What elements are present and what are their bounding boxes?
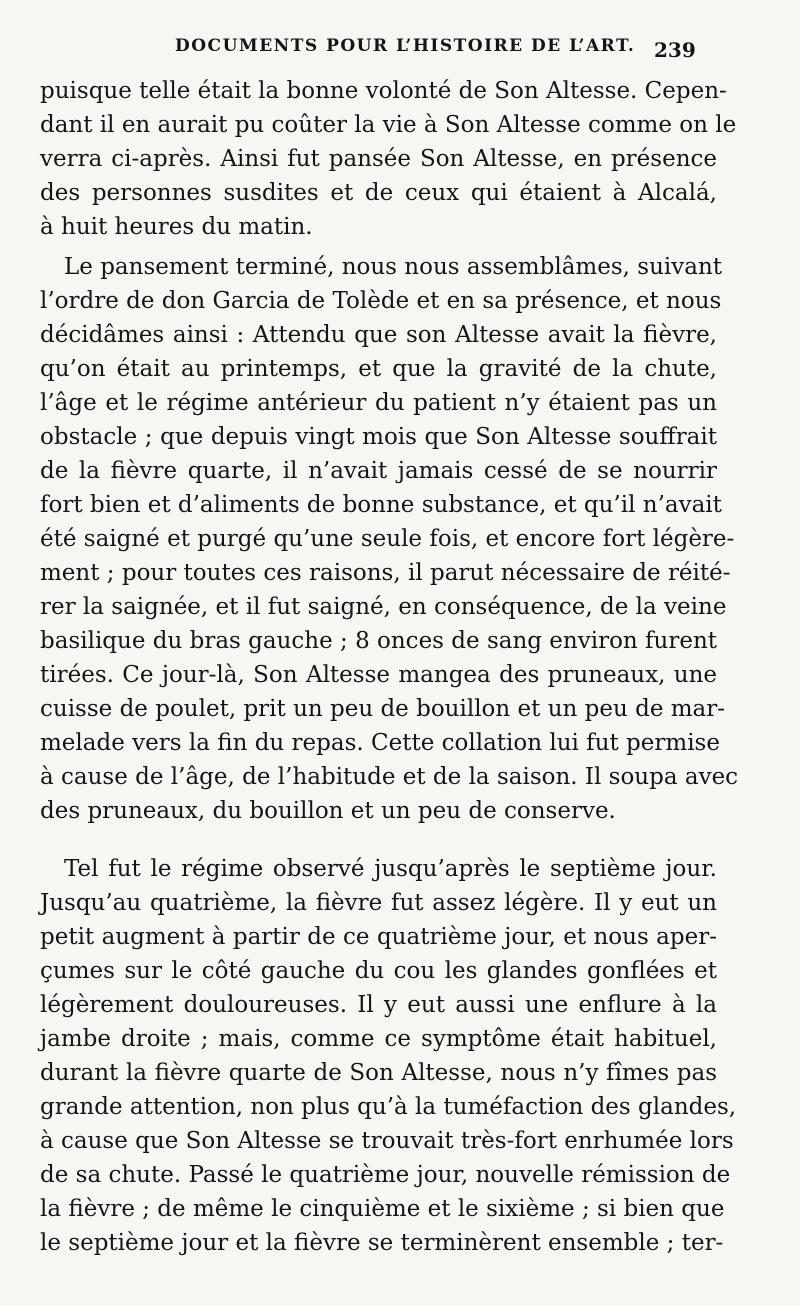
text-line: durant la fièvre quarte de Son Altesse, nous n’y fîmes pas bbox=[40, 1060, 717, 1086]
text-line: le septième jour et la fièvre se terminèrent ensemble ; ter- bbox=[40, 1230, 724, 1256]
body-text bbox=[40, 74, 739, 1260]
text-line: ment ; pour toutes ces raisons, il parut nécessaire de réité- bbox=[40, 560, 731, 586]
text-line: Tel fut le régime observé jusqu’après le septième jour. bbox=[64, 856, 717, 882]
text-line: cuisse de poulet, prit un peu de bouillon et un peu de mar- bbox=[40, 696, 726, 722]
paragraph bbox=[40, 852, 737, 1260]
text-line: obstacle ; que depuis vingt mois que Son Altesse souffrait bbox=[40, 424, 717, 450]
text-line: dant il en aurait pu coûter la vie à Son Altesse comme on le bbox=[40, 112, 737, 138]
text-line: jambe droite ; mais, comme ce symptôme était habituel, bbox=[40, 1026, 717, 1052]
running-header bbox=[0, 36, 800, 66]
text-line: décidâmes ainsi : Attendu que son Altesse avait la fièvre, bbox=[40, 322, 717, 348]
text-line: rer la saignée, et il fut saigné, en conséquence, de la veine bbox=[40, 594, 727, 620]
text-line: des personnes susdites et de ceux qui étaient à Alcalá, bbox=[40, 180, 717, 206]
text-line: verra ci-après. Ainsi fut pansée Son Altesse, en présence bbox=[40, 146, 717, 172]
text-line: çumes sur le côté gauche du cou les glandes gonflées et bbox=[40, 958, 717, 984]
text-line: à cause que Son Altesse se trouvait très-fort enrhumée lors bbox=[40, 1128, 734, 1154]
paragraph bbox=[40, 74, 737, 244]
page-number: 239 bbox=[654, 38, 696, 62]
text-line: l’âge et le régime antérieur du patient n’y étaient pas un bbox=[40, 390, 717, 416]
text-line: fort bien et d’aliments de bonne substance, et qu’il n’avait bbox=[40, 492, 722, 518]
header-title: DOCUMENTS POUR L’HISTOIRE DE L’ART. bbox=[175, 36, 636, 56]
text-line: petit augment à partir de ce quatrième jour, et nous aper- bbox=[40, 924, 717, 950]
text-line: l’ordre de don Garcia de Tolède et en sa présence, et nous bbox=[40, 288, 722, 314]
text-line: basilique du bras gauche ; 8 onces de sang environ furent bbox=[40, 628, 718, 654]
text-line: tirées. Ce jour-là, Son Altesse mangea des pruneaux, une bbox=[40, 662, 717, 688]
paragraph bbox=[40, 250, 739, 828]
text-line: grande attention, non plus qu’à la tuméfaction des glandes, bbox=[40, 1094, 737, 1120]
text-line: à cause de l’âge, de l’habitude et de la saison. Il soupa avec bbox=[40, 764, 739, 790]
text-line: melade vers la fin du repas. Cette collation lui fut permise bbox=[40, 730, 720, 756]
text-line: Jusqu’au quatrième, la fièvre fut assez légère. Il y eut un bbox=[40, 890, 717, 916]
text-line: des pruneaux, du bouillon et un peu de conserve. bbox=[40, 798, 616, 824]
text-line: puisque telle était la bonne volonté de Son Altesse. Cepen- bbox=[40, 78, 727, 104]
text-line: de sa chute. Passé le quatrième jour, nouvelle rémission de bbox=[40, 1162, 731, 1188]
text-line: la fièvre ; de même le cinquième et le sixième ; si bien que bbox=[40, 1196, 725, 1222]
text-line: de la fièvre quarte, il n’avait jamais cessé de se nourrir bbox=[40, 458, 717, 484]
text-line: été saigné et purgé qu’une seule fois, et encore fort légère- bbox=[40, 526, 735, 552]
text-line: Le pansement terminé, nous nous assemblâmes, suivant bbox=[64, 254, 722, 280]
text-line: à huit heures du matin. bbox=[40, 214, 313, 240]
text-line: légèrement douloureuses. Il y eut aussi une enflure à la bbox=[40, 992, 717, 1018]
text-line: qu’on était au printemps, et que la gravité de la chute, bbox=[40, 356, 717, 382]
